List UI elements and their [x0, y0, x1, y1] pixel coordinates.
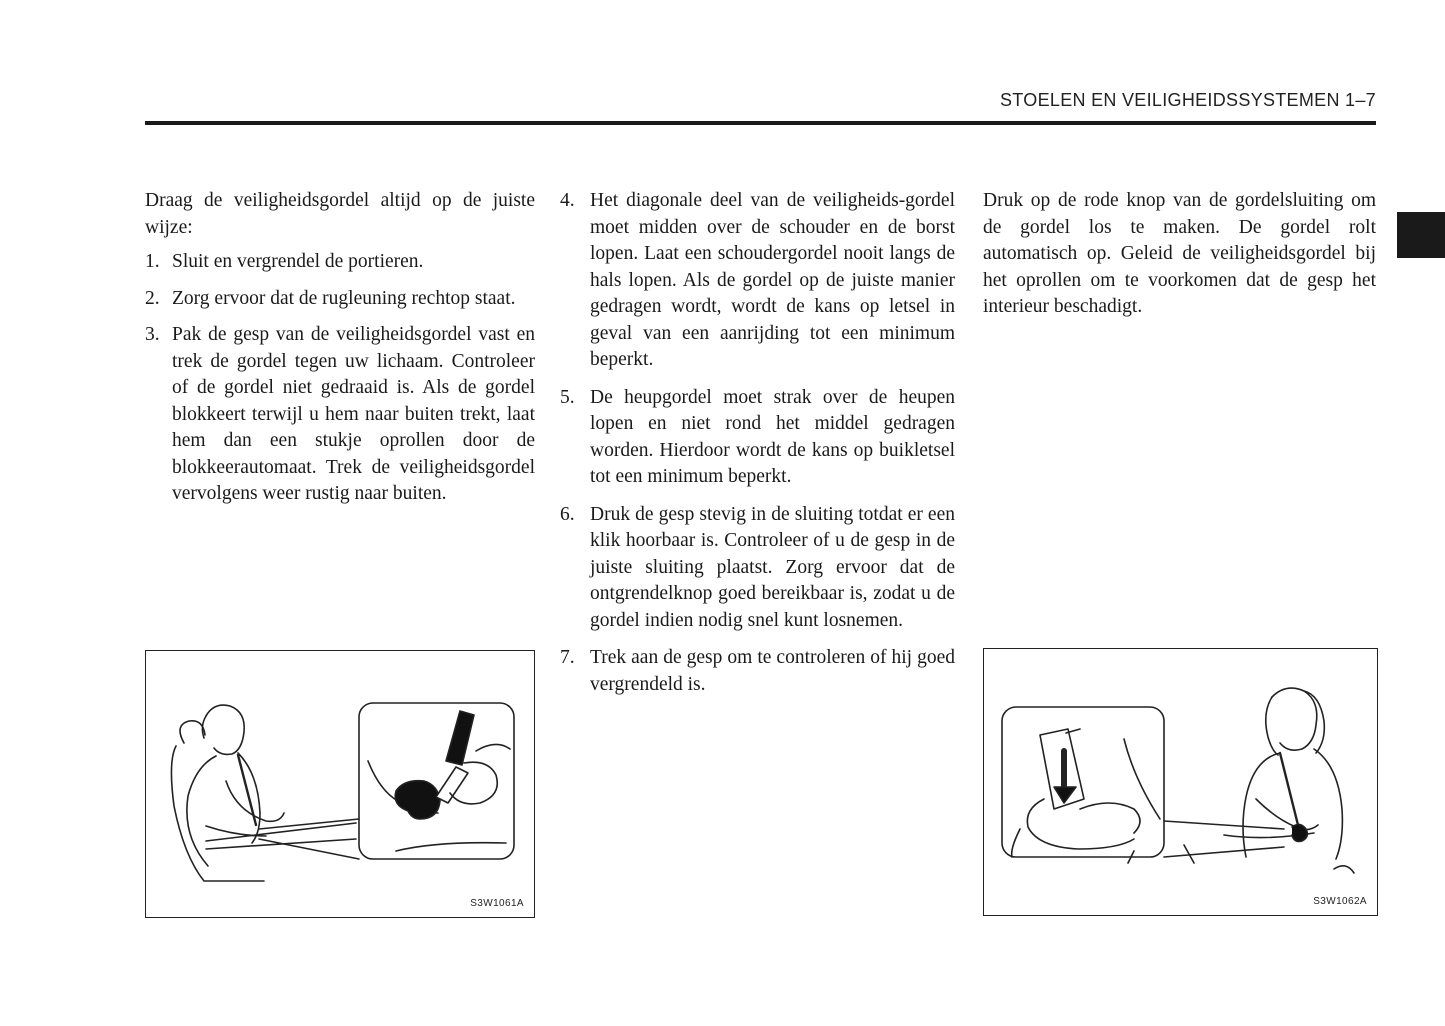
header-rule [145, 121, 1376, 125]
column-right [983, 188, 1376, 321]
steps-list-2 [560, 188, 955, 698]
steps-list-1 [145, 249, 535, 508]
column-left [145, 188, 535, 518]
figure-fasten-seatbelt [145, 650, 535, 918]
list-item: 4. Het diagonale deel van de veiligheids-gordel moet midden over de schouder en de borst lopen. Laat een schoudergordel nooit langs de hals lopen. Als de gordel op de juiste manier gedragen wordt, wordt de kans op letsel in geval van een aanrijding tot een minimum beperkt. [560, 190, 955, 370]
fasten-seatbelt-illustration-icon [146, 651, 534, 917]
figure-code: S3W1061A [470, 898, 524, 909]
list-item: 2. Zorg ervoor dat de rugleuning rechtop staat. [145, 287, 516, 309]
list-item: 6. Druk de gesp stevig in de sluiting totdat er een klik hoorbaar is. Controleer of u de gesp in de juiste sluiting plaatst. Zorg ervoor dat de ontgrendelknop goed bereikbaar is, zodat u de gordel indien nodig snel kunt losnemen. [560, 503, 955, 631]
column-middle [560, 188, 955, 709]
figure-release-seatbelt [983, 648, 1378, 916]
list-item: 5. De heupgordel moet strak over de heupen lopen en niet rond het middel gedragen worden. Hierdoor wordt de kans op buikletsel tot een minimum beperkt. [560, 386, 955, 487]
release-seatbelt-illustration-icon [984, 649, 1377, 915]
list-item: 7. Trek aan de gesp om te controleren of hij goed vergrendeld is. [560, 647, 955, 695]
intro-paragraph: Draag de veiligheidsgordel altijd op de juiste wijze: [145, 190, 535, 238]
release-paragraph: Druk op de rode knop van de gordelsluiting om de gordel los te maken. De gordel rolt automatisch op. Geleid de veiligheidsgordel bij het oprollen om te voorkomen dat de gesp het interieur beschadigt. [983, 190, 1376, 317]
figure-code: S3W1062A [1313, 896, 1367, 907]
page-header: STOELEN EN VEILIGHEIDSSYSTEMEN 1–7 [1000, 90, 1376, 110]
section-tab-marker [1397, 212, 1445, 258]
list-item: 3. Pak de gesp van de veiligheidsgordel vast en trek de gordel tegen uw lichaam. Controleer of de gordel niet gedraaid is. Als de gordel blokkeert terwijl u hem naar buiten trekt, laat hem dan een stukje oprollen door de blokkeerautomaat. Trek de veiligheidsgordel vervolgens weer rustig naar buiten. [145, 324, 535, 504]
list-item: 1. Sluit en vergrendel de portieren. [145, 251, 424, 272]
